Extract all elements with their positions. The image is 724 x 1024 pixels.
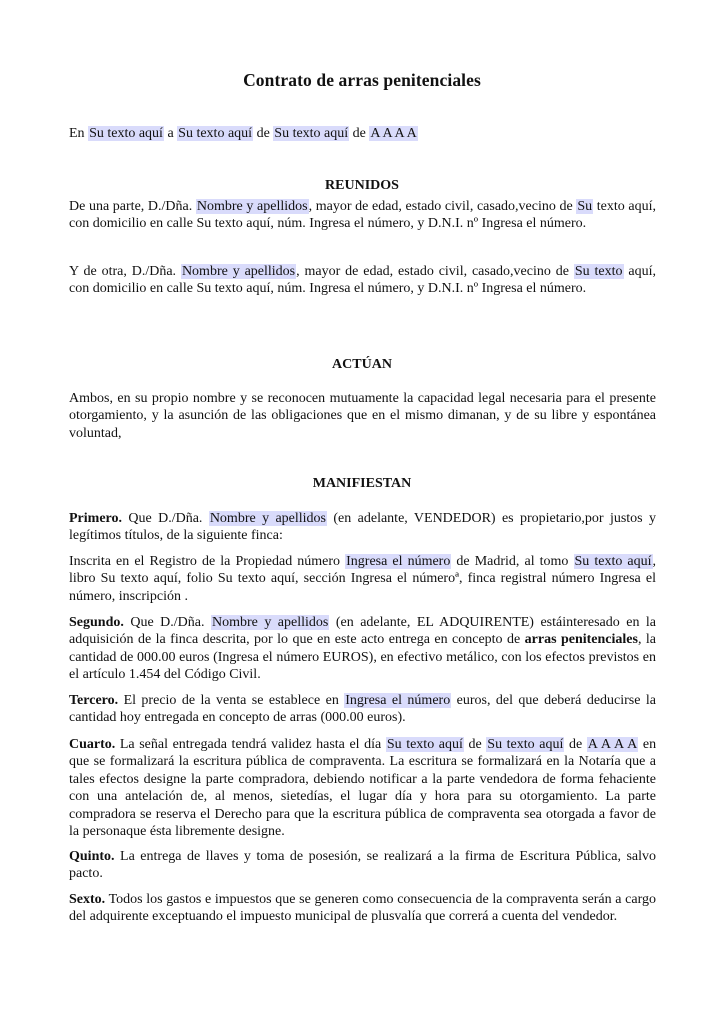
arras-bold: arras penitenciales: [524, 632, 638, 648]
date-line: [69, 125, 418, 143]
date-field-2[interactable]: Su texto aquí: [178, 126, 253, 141]
text: , con domicilio en calle Su texto aquí, núm. Ingresa el número, y D.N.I. nº Ingresa el número.: [69, 199, 657, 232]
heading-manifiestan: MANIFIESTAN: [312, 476, 412, 491]
text: , con domicilio en calle Su texto aquí, núm. Ingresa el número, y D.N.I. nº Ingresa el número.: [69, 264, 657, 297]
text: De una parte, D./Dña.: [69, 199, 193, 214]
month-field[interactable]: Su texto aquí: [487, 737, 564, 752]
text: Que D./Dña.: [128, 511, 203, 526]
date-a: a: [167, 126, 174, 141]
paragraph-actuan: Ambos, en su propio nombre y se reconocen mutuamente la capacidad legal necesaria para el presente otorgamiento, y la asunción de las obligaciones que en el mismo dimanan, y de su libre y espontánea voluntad,: [69, 391, 656, 441]
date-de-1: de: [256, 126, 270, 141]
text: de Madrid, al tomo: [456, 554, 569, 569]
text: aquí: [628, 264, 653, 279]
clause-sexto: [69, 891, 656, 926]
text: en que se formalizará la escritura pública de compraventa. La escritura se formalizará en la Notaría que a tales efectos designe la parte compradora, debiendo notificar a la parte vendedora de forma fehaciente con una antelación de, al menos, sietedías, el lugar día y hora para su otorgamiento. La parte compradora se reserva el Derecho para que la escritura pública de compraventa sea otorgada a favor de la personaque ésta libremente designe.: [69, 737, 657, 840]
document-title: Contrato de arras penitenciales: [243, 70, 481, 90]
tomo-field[interactable]: Su texto aquí: [574, 554, 652, 569]
date-en: En: [69, 126, 85, 141]
text: La entrega de llaves y toma de posesión, se realizará a la firma de Escritura Pública, salvo pacto.: [69, 849, 657, 882]
paragraph-parte-1: [69, 198, 656, 233]
clause-label: Segundo.: [69, 615, 124, 630]
text: Todos los gastos e impuestos que se generen como consecuencia de la compraventa serán a cargo del adquirente exceptuando el impuesto municipal de plusvalía que correrá a cuenta del vendedor.: [69, 892, 657, 925]
clause-label: Sexto.: [69, 892, 106, 907]
clause-label: Primero.: [69, 511, 122, 526]
text: euros, del que deberá deducirse la cantidad hoy entregada en concepto de arras (000.00 euros).: [69, 693, 656, 726]
text: , la cantidad de 000.00 euros (Ingresa el número EUROS), en efectivo metálico, con los efectos previstos en el artículo 1.454 del Código Civil.: [69, 632, 656, 683]
name-field[interactable]: Nombre y apellidos: [211, 615, 329, 630]
name-field[interactable]: Nombre y apellidos: [181, 264, 296, 279]
clause-primero: [69, 510, 656, 545]
text: (en adelante, EL ADQUIRENTE) estáinteresado en la adquisición de la finca descrita, por lo que en este acto entrega en concepto de: [69, 615, 657, 648]
city-field[interactable]: Su: [577, 199, 593, 214]
city-field[interactable]: Su texto: [574, 264, 623, 279]
clause-quinto: [69, 848, 656, 883]
clause-label: Tercero.: [69, 693, 119, 708]
heading-reunidos: REUNIDOS: [325, 178, 399, 193]
name-field[interactable]: Nombre y apellidos: [209, 511, 326, 526]
date-year-field[interactable]: A A A A: [370, 126, 417, 141]
clause-segundo: [69, 614, 656, 684]
text: Inscrita en el Registro de la Propiedad número: [69, 554, 341, 569]
year-field[interactable]: A A A A: [587, 737, 638, 752]
day-field[interactable]: Su texto aquí: [386, 737, 463, 752]
clause-tercero: [69, 692, 656, 727]
text: , mayor de edad, estado civil, casado,vecino de: [308, 199, 573, 214]
text: Y de otra, D./Dña.: [69, 264, 177, 279]
name-field[interactable]: Nombre y apellidos: [196, 199, 308, 214]
heading-actuan: ACTÚAN: [332, 357, 392, 372]
paragraph-inscrita: [69, 553, 656, 605]
date-field-3[interactable]: Su texto aquí: [274, 126, 349, 141]
date-de-2: de: [352, 126, 366, 141]
price-field[interactable]: Ingresa el número: [345, 693, 451, 708]
text: texto aquí: [596, 199, 653, 214]
text: (en adelante, VENDEDOR) es propietario,por justos y legítimos títulos, de la siguiente finca:: [69, 511, 657, 544]
clause-cuarto: [69, 736, 656, 840]
text: de: [568, 737, 583, 752]
paragraph-parte-2: [69, 263, 656, 298]
registry-number-field[interactable]: Ingresa el número: [346, 554, 451, 569]
text: , libro Su texto aquí, folio Su texto aquí, sección Ingresa el númeroª, finca registral número Ingresa el número, inscripción .: [69, 554, 657, 604]
text: Que D./Dña.: [130, 615, 205, 630]
clause-label: Quinto.: [69, 849, 115, 864]
text: , mayor de edad, estado civil, casado,vecino de: [296, 264, 569, 279]
text: La señal entregada tendrá validez hasta el día: [119, 737, 382, 752]
clause-label: Cuarto.: [69, 737, 116, 752]
date-field-1[interactable]: Su texto aquí: [89, 126, 163, 141]
text: de: [468, 737, 482, 752]
text: El precio de la venta se establece en: [123, 693, 339, 708]
